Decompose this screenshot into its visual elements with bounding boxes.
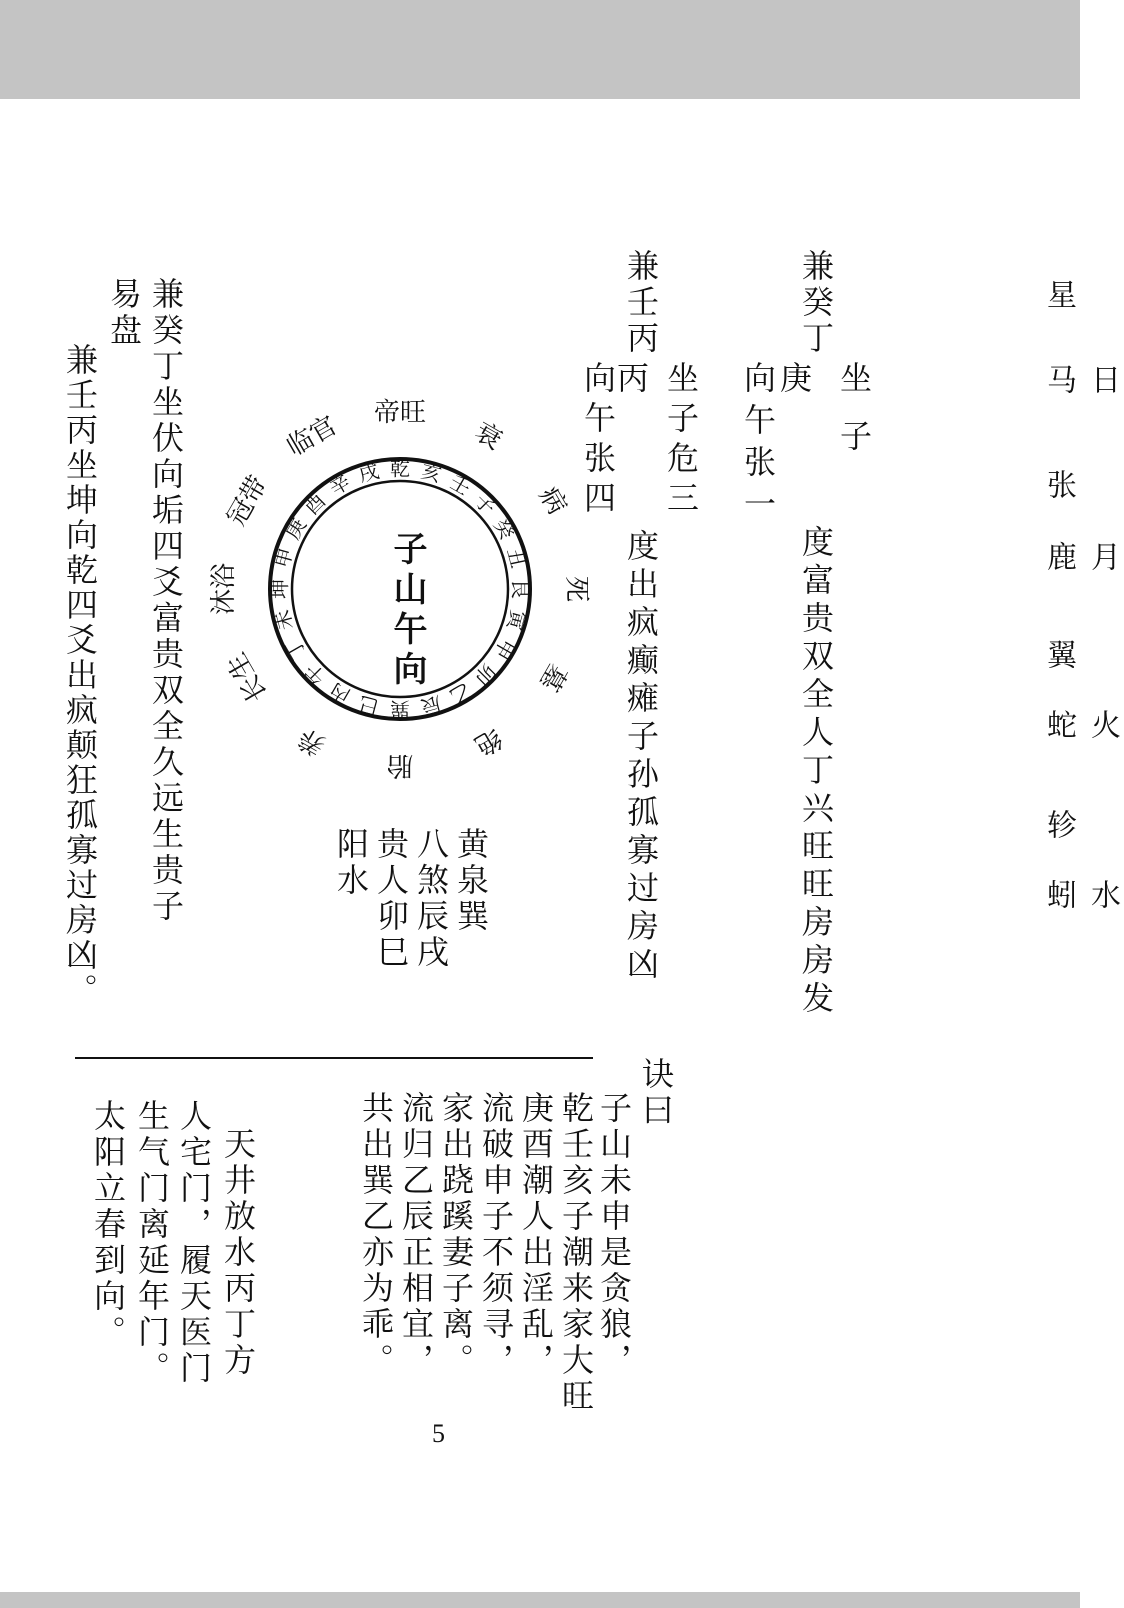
wheel-outer-label: 绝: [469, 721, 507, 761]
verse-line: 家出跷蹊妻子离。: [437, 1091, 475, 1379]
note-line: 人宅门，履天医门: [175, 1099, 213, 1387]
wheel-outer-label: 死: [561, 575, 591, 603]
scanned-page: [0, 99, 1120, 1592]
column-xiang-wu-zhang-si: 向午张四: [579, 361, 617, 521]
section-divider: [75, 1057, 593, 1059]
wheel-ring-char: 艮: [508, 579, 533, 599]
wheel-center-label: 子山午向: [387, 531, 427, 691]
edge-char: 月鹿: [1041, 541, 1120, 571]
page-number: 5: [432, 1419, 445, 1448]
wheel-ring-char: 丙: [325, 677, 355, 709]
wheel-ring-char: 子: [469, 488, 501, 520]
column-jian-ren-bing: 兼壬丙: [622, 249, 660, 357]
wheel-ring-char: 壬: [445, 469, 475, 501]
wheel-ring-char: 亥: [418, 458, 444, 487]
viewer-top-bar: [0, 0, 1080, 99]
wheel-ring-char: 巽: [390, 697, 410, 722]
wheel-ring-char: 庚: [280, 514, 312, 544]
wheel-ring-char: 午: [299, 658, 331, 690]
wheel-ring-char: 寅: [502, 607, 531, 633]
column-gui-ren: 贵人卯巳: [372, 827, 410, 971]
verse-line: 乾壬亥子潮来家大旺: [557, 1091, 595, 1415]
wheel-outer-label: 冠带: [221, 470, 274, 532]
wheel-ring-char: 丑: [502, 545, 531, 571]
note-line: 太阳立春到向。: [89, 1099, 127, 1351]
wheel-outer-label: 临官: [281, 410, 343, 463]
wheel-outer-label: 长生: [221, 646, 274, 708]
edge-char: 张: [1041, 469, 1076, 499]
wheel-outer-label: 胎: [386, 750, 414, 780]
note-line: 生气门离延年门。: [133, 1099, 171, 1387]
wheel-ring-char: 巳: [356, 691, 382, 720]
wheel-ring-char: 申: [269, 545, 298, 571]
wheel-outer-label: 养: [293, 721, 331, 761]
edge-char: 水蚓: [1041, 879, 1120, 909]
wheel-ring-char: 乙: [445, 677, 475, 709]
wheel-ring-char: 癸: [488, 514, 520, 544]
column-fortune-text-1: 度富贵双全人丁兴旺旺房房发: [797, 525, 835, 1019]
column-yi-pan: 易盘: [105, 277, 143, 349]
verse-line: 子山未申是贪狼，: [595, 1091, 633, 1379]
wheel-ring-char: 丁: [280, 634, 312, 664]
viewer-bottom-bar: [0, 1592, 1080, 1608]
column-huang-quan: 黄泉巽: [452, 827, 490, 935]
wheel-ring-char: 酉: [299, 488, 331, 520]
wheel-outer-label: 沐浴: [209, 562, 239, 616]
column-jian-gui-ding-long: 兼癸丁坐伏向垢四爻富贵双全久远生贵子: [147, 277, 185, 925]
wheel-outer-label: 帝旺: [373, 398, 427, 428]
wheel-ring-char: 辛: [325, 469, 355, 501]
verse-line: 庚酉潮人出淫乱，: [517, 1091, 555, 1379]
column-zuo-zi-wei-san: 坐子危三: [662, 361, 700, 521]
verse-line: 流破申子不须寻，: [477, 1091, 515, 1379]
edge-char: 星: [1041, 279, 1076, 309]
column-bing: 丙: [612, 361, 650, 397]
edge-char: 火蛇: [1041, 709, 1120, 739]
wheel-ring-char: 未: [269, 607, 298, 633]
wheel-ring-char: 乾: [390, 456, 410, 481]
verse-line: 共出巽乙亦为乖。: [357, 1091, 395, 1379]
column-zuo-zi: 坐子: [835, 361, 873, 477]
wheel-ring-char: 坤: [267, 579, 292, 599]
column-ba-sha: 八煞辰戌: [412, 827, 450, 971]
column-fortune-text-2: 度出疯癫瘫子孙孤寡过房凶: [622, 529, 660, 985]
edge-char: 轸: [1041, 809, 1076, 839]
column-jian-gui-ding: 兼癸丁: [797, 249, 835, 357]
edge-char: 翼: [1041, 639, 1076, 669]
wheel-outer-label: 衰: [469, 417, 507, 457]
column-yang-shui: 阳水: [332, 827, 370, 899]
verse-line: 流归乙辰正相宜，: [397, 1091, 435, 1379]
verse-title: 诀曰: [637, 1057, 675, 1129]
wheel-ring-char: 辰: [418, 691, 444, 720]
column-jian-ren-bing-long: 兼壬丙坐坤向乾四爻出疯颠狂孤寡过房凶。: [61, 343, 99, 1008]
wheel-outer-label: 病: [532, 482, 572, 520]
wheel-ring-char: 卯: [469, 658, 501, 690]
column-geng: 庚: [775, 361, 813, 397]
column-xiang-wu-zhang-yi: 向午张一: [739, 361, 777, 529]
wheel-outer-label: 墓: [532, 658, 572, 696]
wheel-ring-char: 甲: [488, 634, 520, 664]
edge-char: 日马: [1041, 364, 1120, 394]
wheel-ring-char: 戌: [356, 458, 382, 487]
note-line: 天井放水丙丁方: [219, 1127, 257, 1379]
